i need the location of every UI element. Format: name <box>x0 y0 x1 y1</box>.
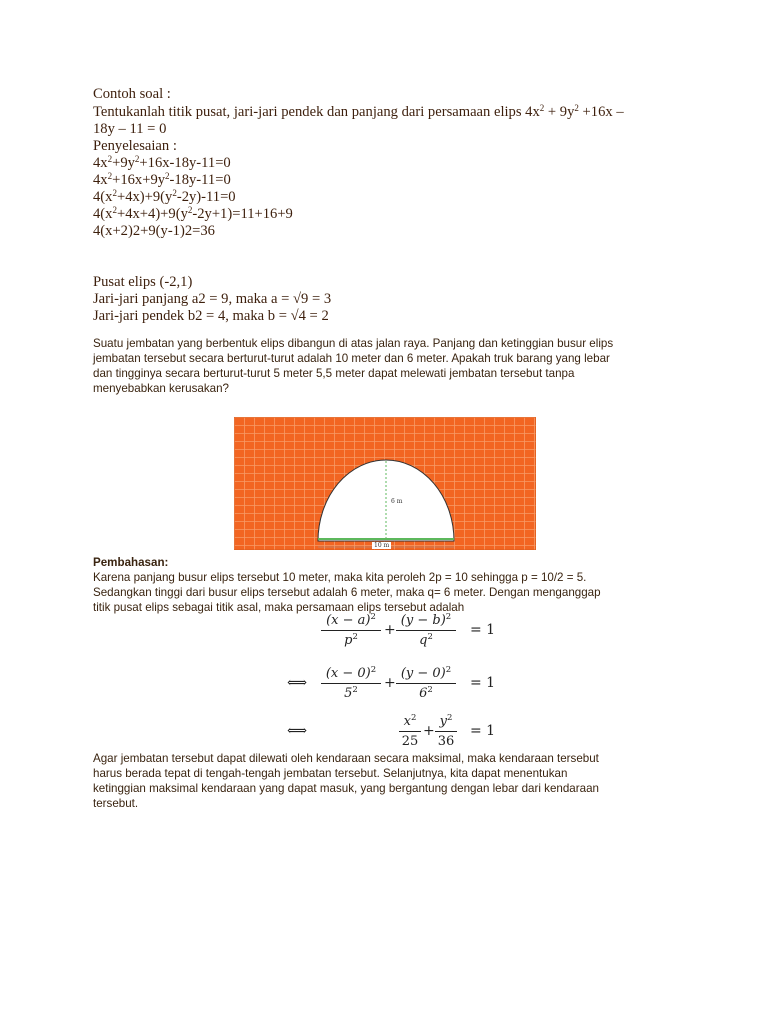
conclusion-line: tersebut. <box>93 797 139 810</box>
fraction: $(x - 0)^2$ $5^2$ <box>321 666 381 701</box>
fraction: $y^2$ 36 <box>435 714 457 749</box>
conclusion-line: Agar jembatan tersebut dapat dilewati oleh kendaraan secara maksimal, maka kendaraan tersebut <box>93 752 599 765</box>
problem-line: jembatan tersebut secara berturut-turut adalah 10 meter dan 6 meter. Apakah truk barang yang lebar <box>93 352 610 365</box>
superscript: 2 <box>574 103 579 113</box>
solution-heading: Penyelesaian : <box>93 138 177 154</box>
minor-radius-result: Jari-jari pendek b2 = 4, maka b = √4 = 2 <box>93 308 329 324</box>
conclusion <box>93 751 683 811</box>
center-result: Pusat elips (-2,1) <box>93 274 193 290</box>
discussion-line: Karena panjang busur elips tersebut 10 meter, maka kita peroleh 2p = 10 sehingga p = 10/2 = 5. <box>93 571 587 584</box>
width-label: 10 m <box>374 542 390 549</box>
problem-line: dan tingginya secara berturut-turut 5 meter 5,5 meter dapat melewati jembatan tersebut tanpa <box>93 367 575 380</box>
plus-sign: + <box>423 723 435 739</box>
question-text: +16x – <box>578 104 624 120</box>
question-line-2: 18y – 11 = 0 <box>93 121 167 137</box>
equation-rhs: = 1 <box>470 622 496 638</box>
plus-sign: + <box>384 622 396 638</box>
discussion-heading: Pembahasan: <box>93 556 169 569</box>
question-line-1 <box>93 104 624 122</box>
fraction: $(y - 0)^2$ $6^2$ <box>396 666 456 701</box>
solution-step: 4(x+2)2+9(y-1)2=36 <box>93 223 215 239</box>
superscript: 2 <box>539 103 545 113</box>
question-text: Tentukanlah titik pusat, jari-jari pendek dan panjang dari persamaan elips 4x <box>93 104 540 120</box>
conclusion-line: ketinggian maksimal kendaraan yang dapat masuk, yang bergantung dengan lebar dari kendaraan <box>93 782 599 795</box>
problem-statement <box>93 336 683 396</box>
fraction: $x^2$ 25 <box>399 714 421 749</box>
equivalence-arrow: ⟺ <box>287 723 308 739</box>
discussion-line: Sedangkan tinggi dari busur elips tersebut adalah 6 meter, maka q= 6 meter. Dengan menganggap <box>93 586 601 599</box>
plus-sign: + <box>384 675 396 691</box>
equation-rhs: = 1 <box>470 675 496 691</box>
equivalence-arrow: ⟺ <box>287 675 308 691</box>
height-label: 6 m <box>391 498 403 505</box>
solution-step: $4(x^2+4x+4)+9(y^2-2y+1)=11+16+9$ <box>93 205 293 222</box>
fraction: $(x - a)^2$ $p^2$ <box>321 613 381 648</box>
discussion <box>93 555 683 615</box>
major-radius-result: Jari-jari panjang a2 = 9, maka a = √9 = 3 <box>93 291 332 307</box>
discussion-line: titik pusat elips sebagai titik asal, maka persamaan elips tersebut adalah <box>93 601 465 614</box>
problem-line: Suatu jembatan yang berbentuk elips dibangun di atas jalan raya. Panjang dan ketinggian busur elips <box>93 337 614 350</box>
solution-step: $4(x^2+4x)+9(y^2-2y)-11=0$ <box>93 188 236 205</box>
equation-rhs: = 1 <box>470 723 496 739</box>
solution-step: $4x^2+9y^2+16x-18y-11=0$ <box>93 154 231 171</box>
problem-line: menyebabkan kerusakan? <box>93 382 229 395</box>
solution-step: $4x^2+16x+9y^2-18y-11=0$ <box>93 171 231 188</box>
example-heading: Contoh soal : <box>93 86 171 102</box>
question-text: + 9y <box>544 104 575 120</box>
bridge-figure <box>234 417 536 550</box>
fraction: $(y - b)^2$ $q^2$ <box>396 613 456 648</box>
conclusion-line: harus berada tepat di tengah-tengah jembatan tersebut. Selanjutnya, kita dapat menentukan <box>93 767 568 780</box>
